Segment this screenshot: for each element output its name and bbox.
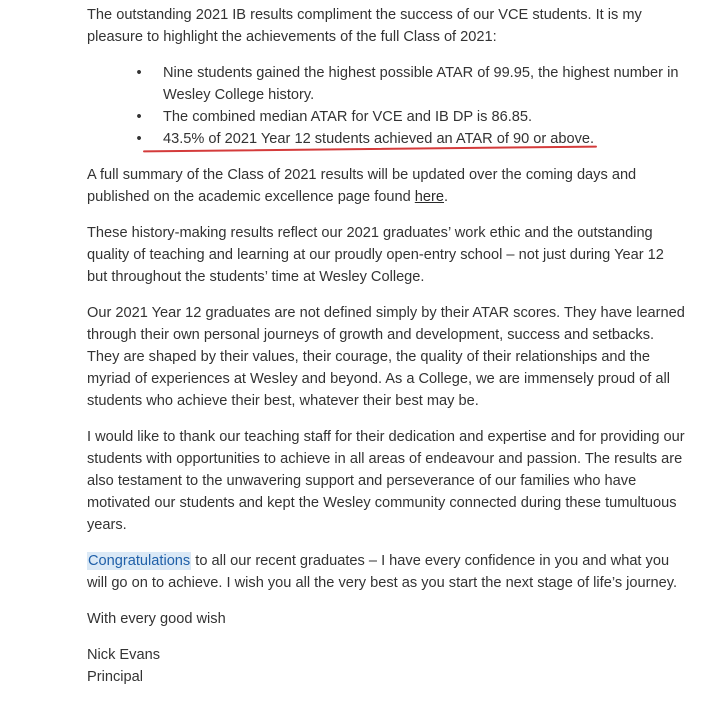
achievement-text: The combined median ATAR for VCE and IB DP is 86.85.	[163, 109, 533, 125]
signer-name: Nick Evans	[87, 647, 160, 663]
signer-title: Principal	[87, 669, 143, 685]
achievement-text: 43.5% of 2021 Year 12 students achieved an ATAR of 90 or above.	[163, 131, 595, 147]
bullet-icon: •	[136, 65, 142, 81]
achievement-item	[87, 106, 687, 128]
bullet-icon: •	[136, 109, 142, 125]
bullet-icon: •	[136, 131, 142, 147]
achievement-item	[87, 128, 687, 150]
history-paragraph: These history-making results reflect our 2021 graduates’ work ethic and the outstanding quality of teaching and learning at our proudly open-entry school – not just during Year 12 but throughout the students’ time at Wesley College.	[87, 225, 664, 285]
thanks-paragraph: I would like to thank our teaching staff for their dedication and expertise and for providing our students with opportunities to achieve in all areas of endeavour and passion. The results are also testament to the unwavering support and perseverance of our families who have motivated our students and kept the Wesley community connected during these tumultuous years.	[87, 429, 685, 533]
academic-excellence-link[interactable]: here	[414, 189, 445, 205]
intro-paragraph: The outstanding 2021 IB results compliment the success of our VCE students. It is my pleasure to highlight the achievements of the full Class of 2021:	[87, 7, 642, 45]
graduates-paragraph: Our 2021 Year 12 graduates are not defined simply by their ATAR scores. They have learned through their own personal journeys of growth and development, success and setbacks. They are shaped by their values, their courage, the quality of their relationships and the myriad of experiences at Wesley and beyond. As a College, we are immensely proud of all students who achieve their best, whatever their best may be.	[87, 305, 685, 409]
summary-text: A full summary of the Class of 2021 results will be updated over the coming days and published on the academic excellence page found	[87, 167, 637, 205]
closing-line: With every good wish	[87, 611, 226, 627]
achievements-list	[87, 62, 687, 150]
congratulations-paragraph	[87, 550, 687, 594]
congratulations-highlight[interactable]: Congratulations	[88, 553, 191, 569]
letter-body	[87, 4, 687, 688]
achievement-text: Nine students gained the highest possible ATAR of 99.95, the highest number in Wesley College history.	[163, 65, 679, 103]
summary-paragraph	[87, 164, 687, 208]
congratulations-text: to all our recent graduates – I have every confidence in you and what you will go on to achieve. I wish you all the very best as you start the next stage of life’s journey.	[87, 553, 678, 591]
summary-end: .	[444, 189, 449, 205]
achievement-item	[87, 62, 687, 106]
